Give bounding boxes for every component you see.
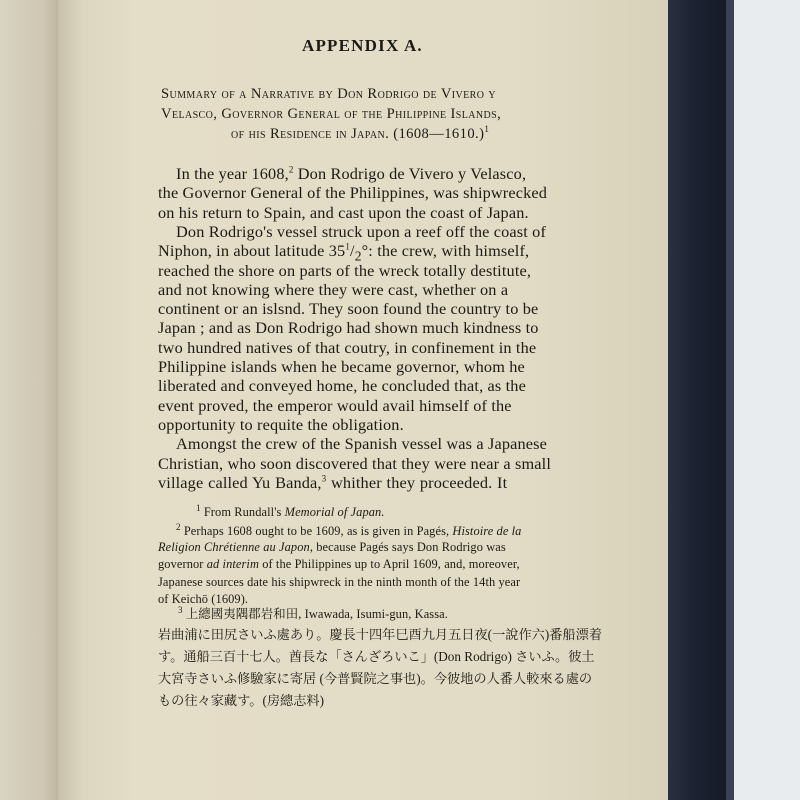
footnote-2-line: governor ad interim of the Philippines up to April 1609, and, moreover,	[158, 557, 520, 572]
body-line: Christian, who soon discovered that they were near a small	[158, 453, 552, 473]
body-line: continent or an islsnd. They soon found the country to be	[158, 299, 539, 319]
summary-footnote-ref: 1	[484, 124, 490, 134]
summary-line-2: Velasco, Governor General of the Philippine Islands,	[161, 106, 502, 122]
facing-page-edge	[0, 0, 62, 800]
book-page	[58, 0, 708, 800]
footnote-3-line: す。通船三百十七人。酋長な「さんざろいこ」(Don Rodrigo) さいふ。彼土	[158, 649, 595, 664]
body-line: two hundred natives of that coutry, in confinement in the	[158, 337, 537, 357]
body-line: reached the shore on parts of the wreck totally destitute,	[158, 260, 532, 280]
page-title: APPENDIX A.	[302, 36, 423, 55]
body-line: event proved, the emperor would avail himself of the	[158, 395, 512, 415]
body-line: In the year 1608,$^2$ Don Rodrigo de Vivero y Velasco,	[176, 164, 527, 183]
footnote-2-line: Japanese sources date his shipwreck in the ninth month of the 14th year	[158, 574, 521, 589]
background-surface	[734, 0, 800, 800]
footnote-2-line: Religion Chrétienne au Japon, because Pagés says Don Rodrigo was	[158, 539, 506, 554]
footnote-3-line: 岩曲浦に田尻さいふ處あり。慶長十四年巳酉九月五日夜(一說作六)番船漂着	[158, 627, 602, 642]
body-line: Niphon, in about latitude $35^1/_2^\circ$: the crew, with himself,	[158, 241, 530, 264]
book-cover	[668, 0, 726, 800]
body-line: Amongst the crew of the Spanish vessel was a Japanese	[176, 434, 548, 454]
body-line: opportunity to requite the obligation.	[158, 414, 404, 434]
footnote-1: $^1$ From Rundall's Memorial of Japan.	[196, 503, 385, 520]
footnote-2-line: $^2$ Perhaps 1608 ought to be 1609, as is given in Pagés, Histoire de la	[176, 522, 522, 539]
body-line: Philippine islands when he became governor, whom he	[158, 357, 525, 376]
footnote-3-line: 大宮寺さいふ修驗家に寄居 (今普賢院之事也)。今彼地の人番人較來る處の	[158, 671, 593, 686]
cover-edge	[726, 0, 734, 800]
summary-line-3: of his Residence in Japan. (1608—1610.)$^1$	[231, 124, 490, 142]
body-line: Japan ; and as Don Rodrigo had shown much kindness to	[158, 318, 539, 338]
body-line: on his return to Spain, and cast upon the coast of Japan.	[158, 202, 529, 222]
body-line: the Governor General of the Philippines, was shipwrecked	[158, 183, 548, 203]
body-line: Don Rodrigo's vessel struck upon a reef off the coast of	[176, 221, 547, 241]
footnote-3-line: もの往々家藏す。(房總志料)	[158, 693, 324, 708]
body-line: liberated and conveyed home, he concluded that, as the	[158, 376, 526, 396]
footnote-2-line: of Keichō (1609).	[158, 592, 249, 607]
body-line: and not knowing where they were cast, whether on a	[158, 279, 509, 299]
summary-line-1: Summary of a Narrative by Don Rodrigo de Vivero y	[161, 86, 496, 102]
footnote-3-line: $^3$ 上總國夷隅郡岩和田, Iwawada, Isumi-gun, Kassa.	[178, 604, 448, 621]
body-line: village called Yu Banda,$^3$ whither they proceeded. It	[158, 472, 508, 492]
